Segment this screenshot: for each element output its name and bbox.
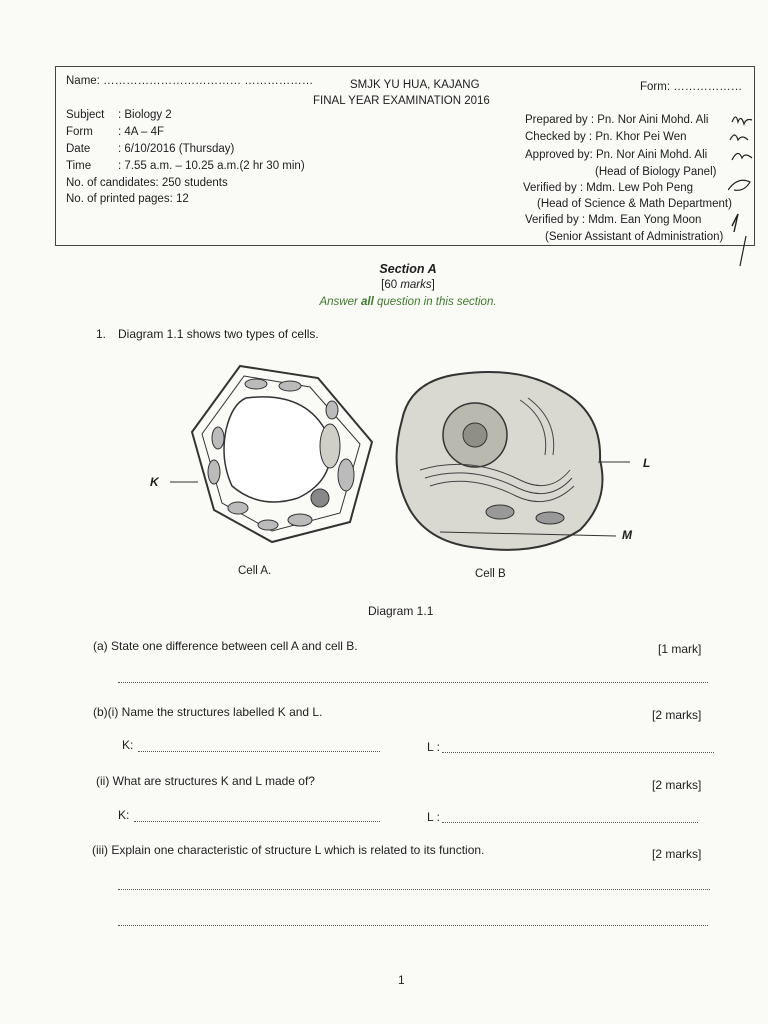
answer-line-k2[interactable] xyxy=(134,821,380,822)
question-b-iii-marks: [2 marks] xyxy=(652,847,702,861)
answer-k2-prefix: K: xyxy=(118,808,130,822)
answer-line-a[interactable] xyxy=(118,682,708,683)
label-l: L xyxy=(643,456,651,470)
verified-role-2: (Senior Assistant of Administration) xyxy=(545,231,724,243)
info-pages: No. of printed pages: 12 xyxy=(66,193,189,205)
question-b-i: (b)(i) Name the structures labelled K and L. xyxy=(93,705,323,719)
answer-k-prefix: K: xyxy=(122,738,134,752)
question-a-marks: [1 mark] xyxy=(658,642,702,656)
answer-line-l[interactable] xyxy=(442,752,714,753)
question-b-ii-marks: [2 marks] xyxy=(652,778,702,792)
question-b-iii: (iii) Explain one characteristic of structure L which is related to its function. xyxy=(92,843,485,857)
info-subject: Subject : Biology 2 xyxy=(66,109,172,121)
section-title: Section A xyxy=(379,262,437,276)
answer-line-l2[interactable] xyxy=(442,822,698,823)
checked-by: Checked by : Pn. Khor Pei Wen xyxy=(525,131,687,143)
question-b-ii: (ii) What are structures K and L made of? xyxy=(96,774,315,788)
info-candidates: No. of candidates: 250 students xyxy=(66,177,228,189)
info-form: Form : 4A – 4F xyxy=(66,126,165,138)
prepared-by: Prepared by : Pn. Nor Aini Mohd. Ali xyxy=(525,114,709,126)
approved-role: (Head of Biology Panel) xyxy=(595,166,717,178)
info-date: Date : 6/10/2016 (Thursday) xyxy=(66,143,235,155)
question-number: 1. xyxy=(96,327,107,341)
name-field: Name: ……………………………… ……………… xyxy=(66,75,314,87)
label-m: M xyxy=(622,528,632,542)
cell-a-caption: Cell A. xyxy=(238,565,272,577)
answer-l-prefix: L : xyxy=(427,740,440,754)
exam-title: FINAL YEAR EXAMINATION 2016 xyxy=(313,95,490,107)
section-instruction: Answer all question in this section. xyxy=(319,296,497,308)
answer-l2-prefix: L : xyxy=(427,810,440,824)
verified-by-2: Verified by : Mdm. Ean Yong Moon xyxy=(525,214,702,226)
cell-b-drawing xyxy=(397,372,630,550)
signature-marks xyxy=(728,108,758,268)
cell-diagram xyxy=(140,360,660,560)
answer-line-k[interactable] xyxy=(138,751,380,752)
info-time: Time : 7.55 a.m. – 10.25 a.m.(2 hr 30 min) xyxy=(66,160,305,172)
question-text: Diagram 1.1 shows two types of cells. xyxy=(118,327,319,341)
answer-line-b-iii-2[interactable] xyxy=(118,925,708,926)
page-number: 1 xyxy=(398,973,405,987)
diagram-caption: Diagram 1.1 xyxy=(368,604,434,618)
cell-a-drawing xyxy=(170,366,372,542)
label-k: K xyxy=(150,475,159,489)
cell-b-caption: Cell B xyxy=(475,568,506,580)
approved-by: Approved by: Pn. Nor Aini Mohd. Ali xyxy=(525,149,708,161)
school-name: SMJK YU HUA, KAJANG xyxy=(350,79,480,91)
form-field: Form: ……………… xyxy=(640,81,743,93)
verified-role-1: (Head of Science & Math Department) xyxy=(537,198,732,210)
answer-line-b-iii-1[interactable] xyxy=(118,889,710,890)
question-b-i-marks: [2 marks] xyxy=(652,708,702,722)
verified-by-1: Verified by : Mdm. Lew Poh Peng xyxy=(523,182,694,194)
question-a: (a) State one difference between cell A and cell B. xyxy=(93,639,358,653)
section-marks: [60 marks] xyxy=(381,279,435,291)
